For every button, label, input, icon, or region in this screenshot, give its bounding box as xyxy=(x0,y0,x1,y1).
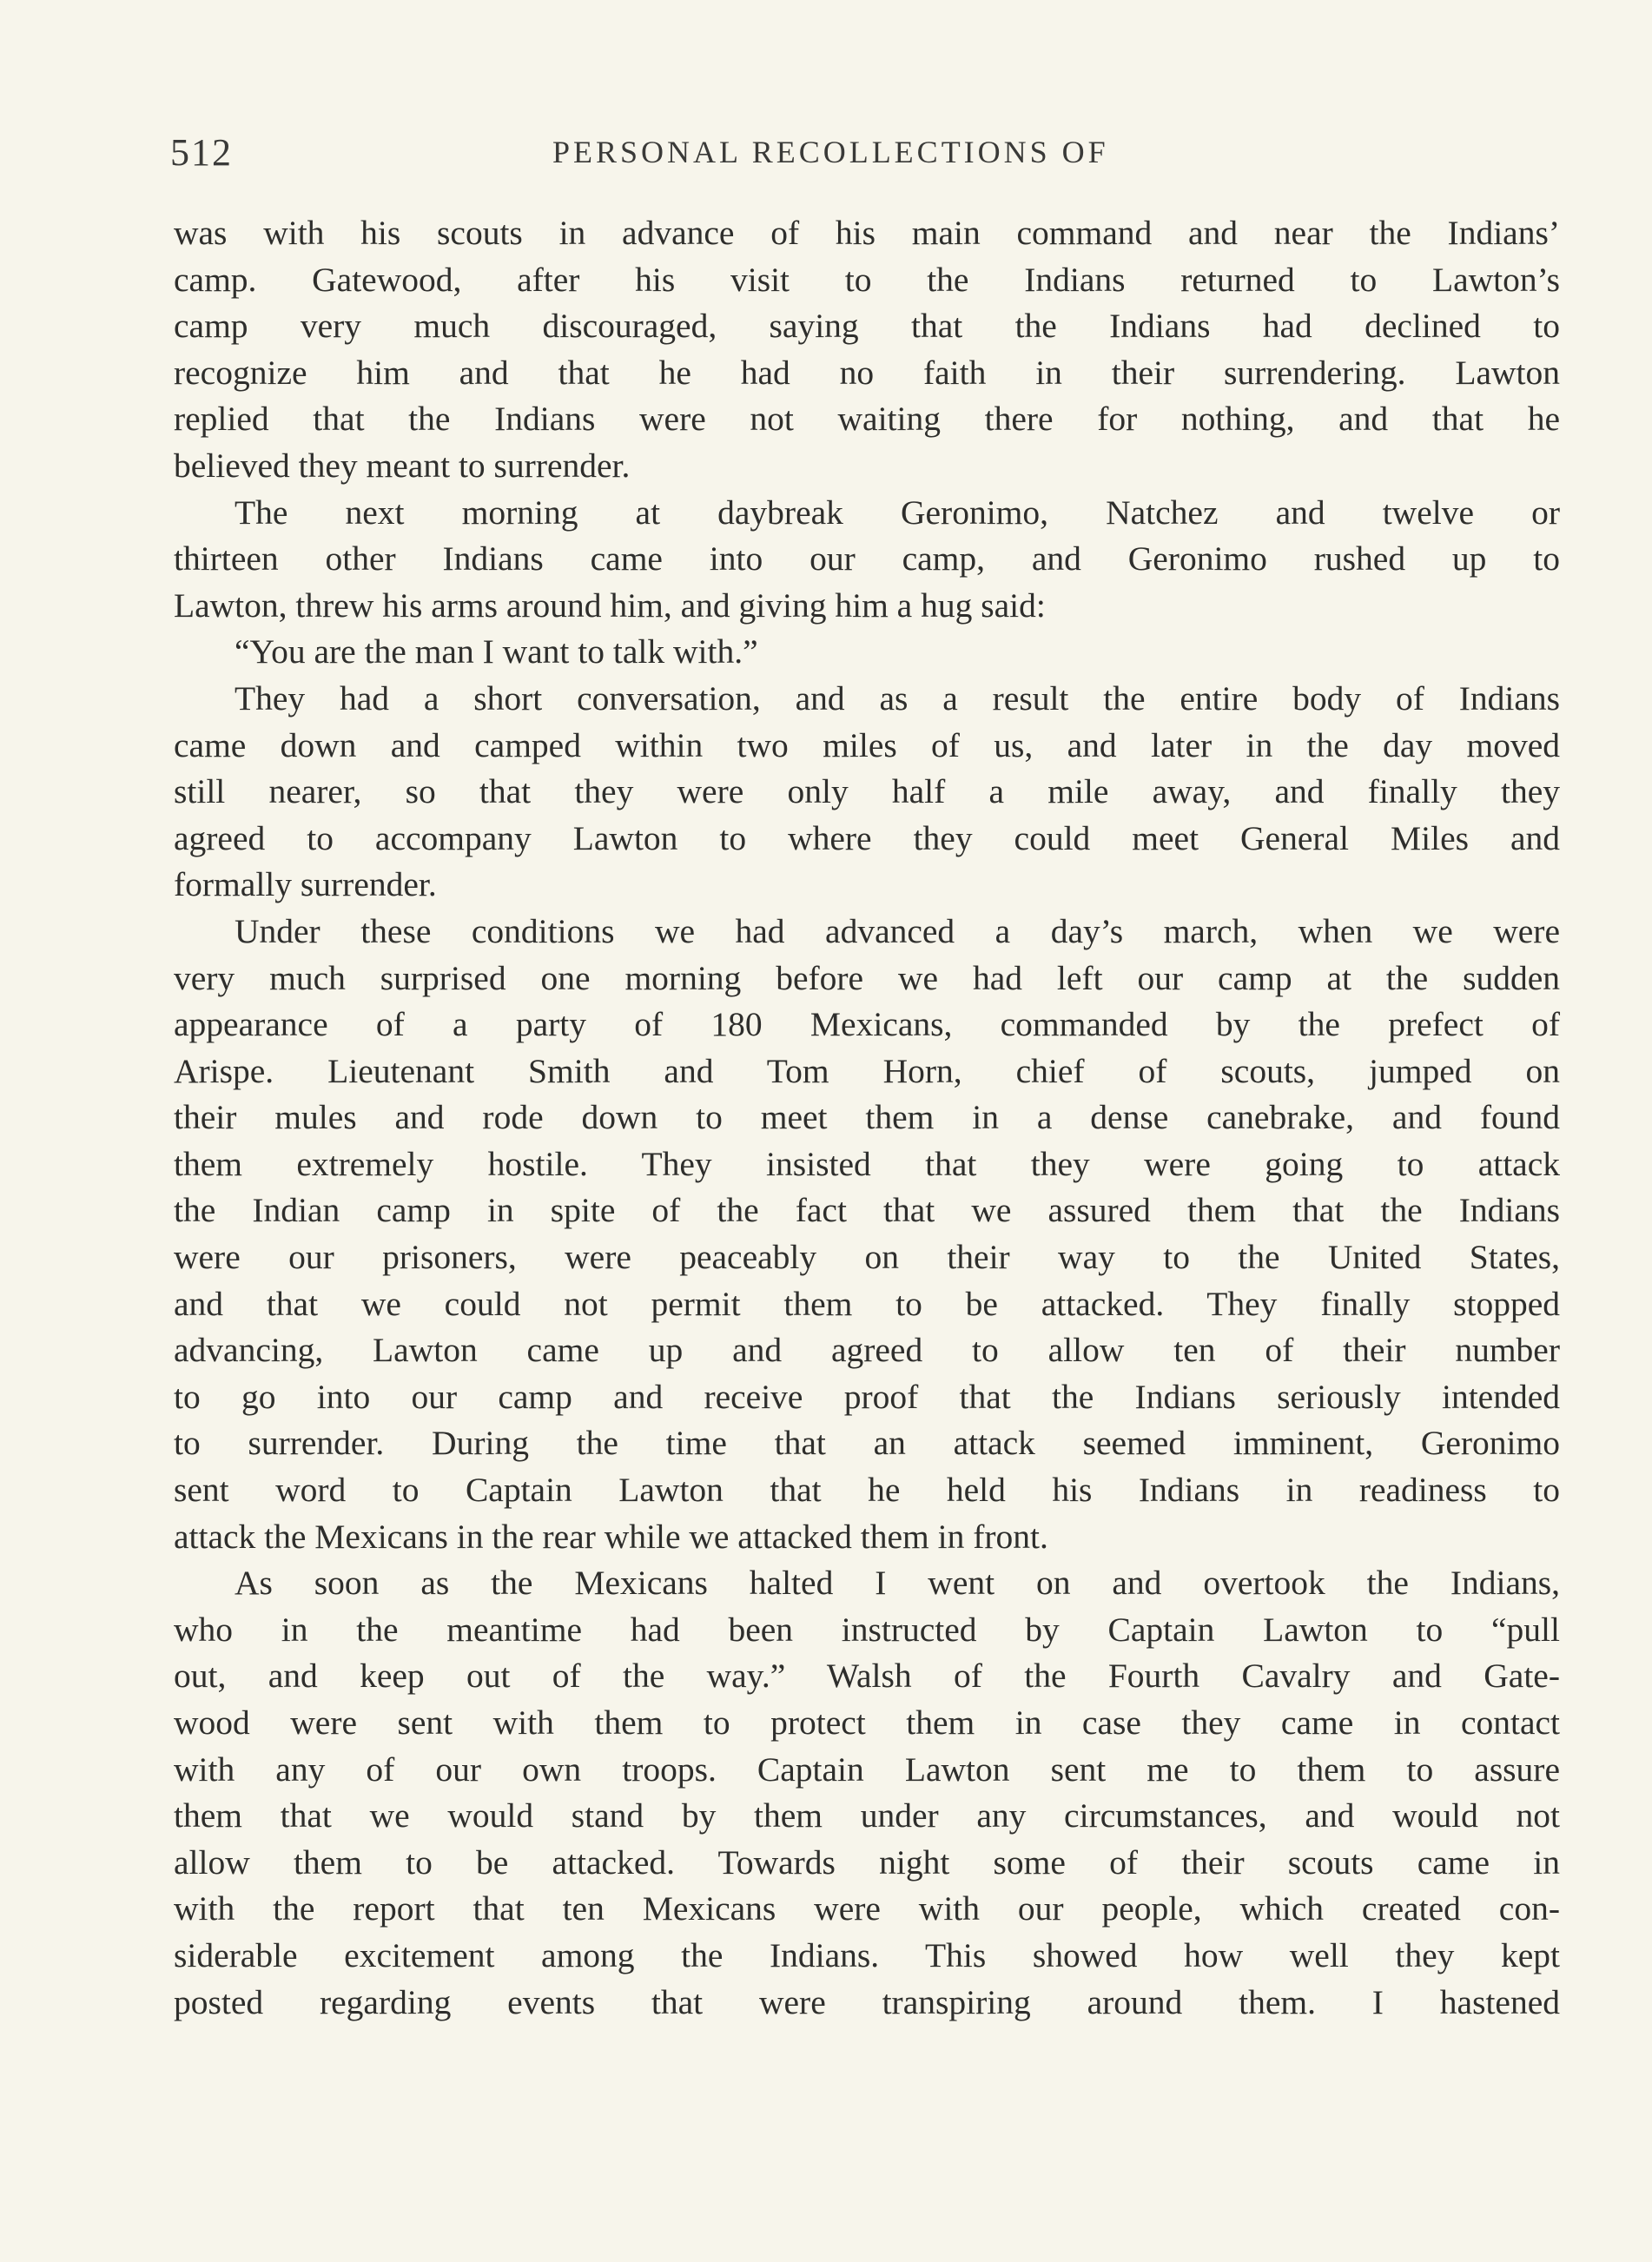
body-text xyxy=(174,210,1560,2026)
text-line: As soon as the Mexicans halted I went on and overtook the Indians, xyxy=(235,1564,1560,1603)
text-line: Lawton, threw his arms around him, and giving him a hug said: xyxy=(174,585,1046,625)
text-line: and that we could not permit them to be attacked. They finally stopped xyxy=(174,1284,1560,1323)
text-line: allow them to be attacked. Towards night some of their scouts came in xyxy=(174,1842,1560,1882)
text-line: still nearer, so that they were only half a mile away, and finally they xyxy=(174,772,1560,811)
text-line: posted regarding events that were transpiring around them. I hastened xyxy=(174,1982,1560,2021)
text-line: to go into our camp and receive proof that the Indians seriously intended xyxy=(174,1377,1560,1416)
text-line: believed they meant to surrender. xyxy=(174,446,631,485)
text-line: who in the meantime had been instructed by Captain Lawton to “pull xyxy=(174,1610,1560,1649)
text-line: agreed to accompany Lawton to where they could meet General Miles and xyxy=(174,818,1560,857)
text-line: Under these conditions we had advanced a day’s march, when we were xyxy=(235,911,1560,950)
text-line: wood were sent with them to protect them in case they came in contact xyxy=(174,1703,1560,1742)
text-line: replied that the Indians were not waiting there for nothing, and that he xyxy=(174,400,1560,439)
text-line: recognize him and that he had no faith in their surrendering. Lawton xyxy=(174,353,1560,392)
text-line: They had a short conversation, and as a result the entire body of Indians xyxy=(235,678,1560,718)
text-line: siderable excitement among the Indians. This showed how well they kept xyxy=(174,1935,1560,1974)
text-line: thirteen other Indians came into our camp, and Geronimo rushed up to xyxy=(174,539,1560,579)
text-line: them extremely hostile. They insisted that they were going to attack xyxy=(174,1144,1560,1183)
text-line: with the report that ten Mexicans were with our people, which created con- xyxy=(174,1889,1560,1928)
text-line: were our prisoners, were peaceably on their way to the United States, xyxy=(174,1238,1560,1277)
text-line: Arispe. Lieutenant Smith and Tom Horn, chief of scouts, jumped on xyxy=(174,1051,1560,1090)
text-line: camp very much discouraged, saying that the Indians had declined to xyxy=(174,307,1560,346)
text-line: camp. Gatewood, after his visit to the Indians returned to Lawton’s xyxy=(174,260,1560,299)
text-line: The next morning at daybreak Geronimo, Natchez and twelve or xyxy=(235,493,1560,532)
text-line: “You are the man I want to talk with.” xyxy=(235,632,758,671)
text-line: with any of our own troops. Captain Lawton sent me to them to assure xyxy=(174,1749,1560,1789)
text-line: formally surrender. xyxy=(174,865,437,904)
text-line: to surrender. During the time that an attack seemed imminent, Geronimo xyxy=(174,1424,1560,1463)
page-number: 512 xyxy=(170,131,233,174)
text-line: their mules and rode down to meet them in a dense canebrake, and found xyxy=(174,1098,1560,1137)
text-line: very much surprised one morning before we had left our camp at the sudden xyxy=(174,958,1560,997)
text-line: appearance of a party of 180 Mexicans, commanded by the prefect of xyxy=(174,1005,1560,1044)
text-line: attack the Mexicans in the rear while we attacked them in front. xyxy=(174,1517,1048,1556)
text-line: out, and keep out of the way.” Walsh of the Fourth Cavalry and Gate- xyxy=(174,1657,1560,1696)
text-line: sent word to Captain Lawton that he held his Indians in readiness to xyxy=(174,1471,1560,1510)
text-line: them that we would stand by them under any circumstances, and would not xyxy=(174,1796,1560,1835)
text-line: was with his scouts in advance of his main command and near the Indians’ xyxy=(174,214,1560,252)
running-head xyxy=(170,130,1560,191)
running-title: PERSONAL RECOLLECTIONS OF xyxy=(552,135,1109,169)
text-line: came down and camped within two miles of us, and later in the day moved xyxy=(174,725,1560,764)
text-line: advancing, Lawton came up and agreed to allow ten of their number xyxy=(174,1331,1560,1370)
text-line: the Indian camp in spite of the fact that we assured them that the Indians xyxy=(174,1191,1560,1230)
